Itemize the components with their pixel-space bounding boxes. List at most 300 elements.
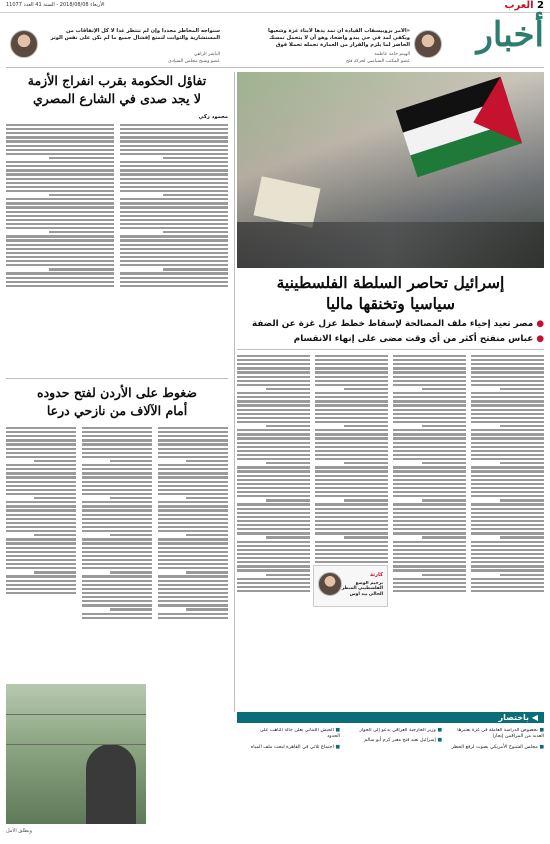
text-line [422,574,466,576]
text-line [237,400,310,402]
text-line [158,522,228,524]
text-line [237,359,310,361]
text-line [393,491,466,493]
text-line [471,520,544,522]
text-line [237,508,310,510]
text-line [471,429,544,431]
text-line [393,458,466,460]
text-line [6,563,76,565]
text-line [471,508,544,510]
text-line [120,227,228,229]
text-line [471,392,544,394]
text-line [158,464,228,466]
text-line [315,508,388,510]
text-line [471,512,544,514]
text-line [110,534,152,536]
text-line [120,235,228,237]
text-line [315,495,388,497]
text-line [158,584,228,586]
text-line [471,569,544,571]
text-line [82,555,152,557]
text-line [49,231,114,233]
text-line [120,173,228,175]
text-line [315,437,388,439]
text-line [393,582,466,584]
text-line [82,472,152,474]
text-line [393,545,466,547]
text-line [471,466,544,468]
text-line [393,528,466,530]
text-line [6,227,114,229]
text-line [49,268,114,270]
text-line [158,592,228,594]
text-line [393,437,466,439]
main-sub-2 [237,333,544,346]
text-line [315,454,388,456]
text-line [471,561,544,563]
text-line [6,173,114,175]
quote-2-avatar [10,30,38,58]
text-line [393,400,466,402]
egypt-column-2 [6,122,114,372]
text-line [500,499,544,501]
text-line [393,363,466,365]
text-line [393,359,466,361]
inset-avatar [318,572,342,596]
text-line [82,551,152,553]
quote-2-role: عضو وشيخ مجلس السيادي [168,59,220,64]
text-line [393,557,466,559]
text-line [158,547,228,549]
text-line [315,516,388,518]
text-line [6,149,114,151]
text-line [471,483,544,485]
text-line [158,604,228,606]
text-line [237,433,310,435]
text-line [315,549,388,551]
text-line [237,545,310,547]
text-line [393,450,466,452]
text-line [393,565,466,567]
text-line [471,446,544,448]
text-line [6,580,76,582]
text-line [6,435,76,437]
text-line [237,442,310,444]
text-line [393,479,466,481]
text-line [82,580,152,582]
text-line [315,532,388,534]
text-line [422,388,466,390]
text-line [6,584,76,586]
text-line [6,161,114,163]
text-line [237,355,310,357]
text-line [471,409,544,411]
text-line [344,388,388,390]
text-line [266,499,310,501]
text-line [237,565,310,567]
briefs-column-1 [448,728,544,838]
brief-item: ■ مجلس الشيوخ الأمريكي يصوت لرفع الحظر [451,744,544,750]
text-line [6,235,114,237]
main-sub-rule [237,349,544,350]
text-line [237,446,310,448]
text-line [158,551,228,553]
text-line [6,264,114,266]
text-line [158,613,228,615]
text-line [6,547,76,549]
text-line [393,371,466,373]
text-line [158,559,228,561]
text-line [6,153,114,155]
text-line [158,443,228,445]
text-line [315,380,388,382]
text-line [393,553,466,555]
text-line [120,206,228,208]
text-line [237,524,310,526]
text-line [120,190,228,192]
text-line [237,487,310,489]
text-line [110,497,152,499]
text-line [6,260,114,262]
text-line [237,454,310,456]
jordan-headline-line2: أمام الآلاف من نازحي درعا [46,403,188,418]
text-line [471,404,544,406]
inset-quote-box [313,565,388,607]
text-line [393,421,466,423]
text-line [393,483,466,485]
text-line [82,448,152,450]
text-line [158,588,228,590]
section-title: أخبار [476,15,544,55]
text-line [315,512,388,514]
text-line [266,388,310,390]
text-line [393,541,466,543]
issue-info: الأربعاء 2018/08/08 - السنة 41 العدد 11077 [6,2,105,8]
text-line [471,437,544,439]
text-line [6,182,114,184]
text-line [110,571,152,573]
egypt-headline [6,72,228,108]
text-line [471,491,544,493]
text-line [6,439,76,441]
text-line [6,551,76,553]
text-line [471,384,544,386]
text-line [82,567,152,569]
text-line [393,503,466,505]
text-line [6,567,76,569]
text-line [315,466,388,468]
text-line [237,586,310,588]
text-line [315,367,388,369]
text-line [158,505,228,507]
text-line [186,608,228,610]
text-line [471,557,544,559]
text-line [82,509,152,511]
main-column-2 [393,353,466,708]
text-line [158,485,228,487]
text-line [393,404,466,406]
text-line [82,584,152,586]
egypt-headline-line1: تفاؤل الحكومة بقرب انفراج الأزمة [27,73,207,88]
text-line [471,359,544,361]
text-line [315,396,388,398]
text-line [82,604,152,606]
text-line [82,427,152,429]
text-line [6,124,114,126]
text-line [6,452,76,454]
text-line [82,538,152,540]
text-line [6,538,76,540]
text-line [237,376,310,378]
text-line [315,561,388,563]
main-sub-1-text: مصر تعيد إحياء ملف المصالحة لإسقاط خطط عزل غزة عن الضفة [251,319,534,329]
text-line [393,549,466,551]
egypt-bottom-rule [6,378,228,379]
text-line [315,479,388,481]
text-line [393,409,466,411]
briefs-title: باختصار [498,713,530,722]
text-line [500,388,544,390]
text-line [237,561,310,563]
text-line [471,376,544,378]
text-line [393,367,466,369]
text-line [158,448,228,450]
text-line [158,600,228,602]
quote-1-name: الهيتم حامد عاطمة [374,52,410,57]
text-line [471,516,544,518]
text-line [158,439,228,441]
text-line [6,501,76,503]
text-line [6,178,114,180]
text-line [393,495,466,497]
text-line [315,433,388,435]
text-line [6,472,76,474]
text-line [120,136,228,138]
text-line [471,586,544,588]
text-line [110,608,152,610]
text-line [315,413,388,415]
text-line [120,248,228,250]
jordan-headline [6,384,228,420]
text-line [471,565,544,567]
text-line [163,157,228,159]
text-line [315,417,388,419]
text-line [158,481,228,483]
vertical-separator [234,72,235,712]
text-line [82,456,152,458]
text-line [237,392,310,394]
text-line [471,503,544,505]
text-line [158,514,228,516]
text-line [315,470,388,472]
text-line [237,475,310,477]
main-headline-line1: إسرائيل تحاصر السلطة الفلسطينية [276,273,505,292]
text-line [315,400,388,402]
text-line [315,442,388,444]
text-line [237,528,310,530]
text-line [120,223,228,225]
text-line [266,425,310,427]
text-line [237,417,310,419]
text-line [315,483,388,485]
text-line [393,475,466,477]
text-line [82,613,152,615]
text-line [471,417,544,419]
text-line [315,553,388,555]
text-line [6,575,76,577]
text-line [82,542,152,544]
text-line [120,178,228,180]
brief-bullet-icon: ■ [537,728,544,733]
text-line [237,549,310,551]
text-line [315,355,388,357]
text-line [186,534,228,536]
text-line [315,487,388,489]
text-line [393,355,466,357]
text-line [6,514,76,516]
text-line [315,359,388,361]
main-column-3 [315,353,388,708]
text-line [315,475,388,477]
egypt-byline: محمود زكي [198,114,228,120]
text-line [315,541,388,543]
text-line [471,413,544,415]
text-line [6,211,114,213]
text-line [82,518,152,520]
text-line [471,553,544,555]
text-line [471,450,544,452]
text-line [393,392,466,394]
text-line [120,182,228,184]
text-line [315,545,388,547]
text-line [120,285,228,287]
text-line [6,239,114,241]
text-line [158,596,228,598]
text-line [6,522,76,524]
brief-item: ■ اجتماع ثلاثي في القاهرة لبحث ملف المياه [250,744,340,750]
text-line [120,239,228,241]
text-line [82,617,152,619]
main-photo [237,72,544,268]
main-sub-1 [237,318,544,331]
photo-caption: ويطلق الأمل [6,828,33,834]
text-line [315,376,388,378]
text-line [6,140,114,142]
text-line [82,439,152,441]
text-line [315,429,388,431]
text-line [158,456,228,458]
text-line [82,592,152,594]
fence-line [6,744,146,745]
text-line [393,376,466,378]
briefs-column-3 [249,728,340,838]
text-line [500,425,544,427]
text-line [120,165,228,167]
text-line [6,252,114,254]
text-line [471,528,544,530]
text-line [6,281,114,283]
text-line [315,421,388,423]
text-line [393,569,466,571]
brief-bullet-icon: ■ [435,728,442,733]
text-line [315,392,388,394]
quote-2-text: سنواجه المخاطر مجددا وإن لم ننتظر غدا لا كل الإتفاقات من المستشارية والثوابت لتمنع إفشال جميع ما لم نكن على نفس الوتر [50,28,220,41]
brief-bullet-icon: ■ [333,728,340,733]
text-line [120,244,228,246]
text-line [315,384,388,386]
text-line [237,409,310,411]
text-line [393,532,466,534]
text-line [6,136,114,138]
text-line [344,425,388,427]
text-line [120,149,228,151]
crowd-silhouette [237,222,544,268]
text-line [422,462,466,464]
logo-text: العرب [504,0,534,11]
main-headline [237,272,544,314]
text-line [422,499,466,501]
text-line [120,153,228,155]
text-line [158,555,228,557]
text-line [158,567,228,569]
text-line [120,211,228,213]
text-line [158,580,228,582]
brief-bullet-icon: ■ [537,744,544,750]
text-line [6,542,76,544]
text-line [6,272,114,274]
text-line [120,272,228,274]
text-line [471,582,544,584]
text-line [471,549,544,551]
text-line [393,487,466,489]
quote-1-text: «الأمر بروبيسفاب القيادة أن تمد يدها لأبناء غزة وشعبها ويكفي لمد في حي يبدو واضحا، وهو أن لا يتحمل تمسك الحاضر لما يلزم والقرار من العمارة تحمله تحملا فوق [268,28,410,48]
text-line [163,231,228,233]
text-line [158,538,228,540]
text-line [471,590,544,592]
text-line [34,534,76,536]
text-line [471,487,544,489]
text-line [120,198,228,200]
text-line [237,421,310,423]
text-line [237,404,310,406]
text-line [163,194,228,196]
text-line [6,489,76,491]
text-line [6,476,76,478]
text-line [49,157,114,159]
text-line [6,248,114,250]
text-line [344,462,388,464]
child-silhouette [86,744,136,824]
text-line [393,454,466,456]
egypt-column-1 [120,122,228,372]
text-line [6,431,76,433]
text-line [82,514,152,516]
text-line [237,512,310,514]
text-line [315,450,388,452]
text-line [82,464,152,466]
text-line [266,574,310,576]
text-line [237,396,310,398]
text-line [158,493,228,495]
text-line [266,536,310,538]
text-line [158,530,228,532]
text-line [471,541,544,543]
text-line [471,367,544,369]
text-line [471,495,544,497]
text-line [6,285,114,287]
text-line [315,491,388,493]
text-line [6,256,114,258]
